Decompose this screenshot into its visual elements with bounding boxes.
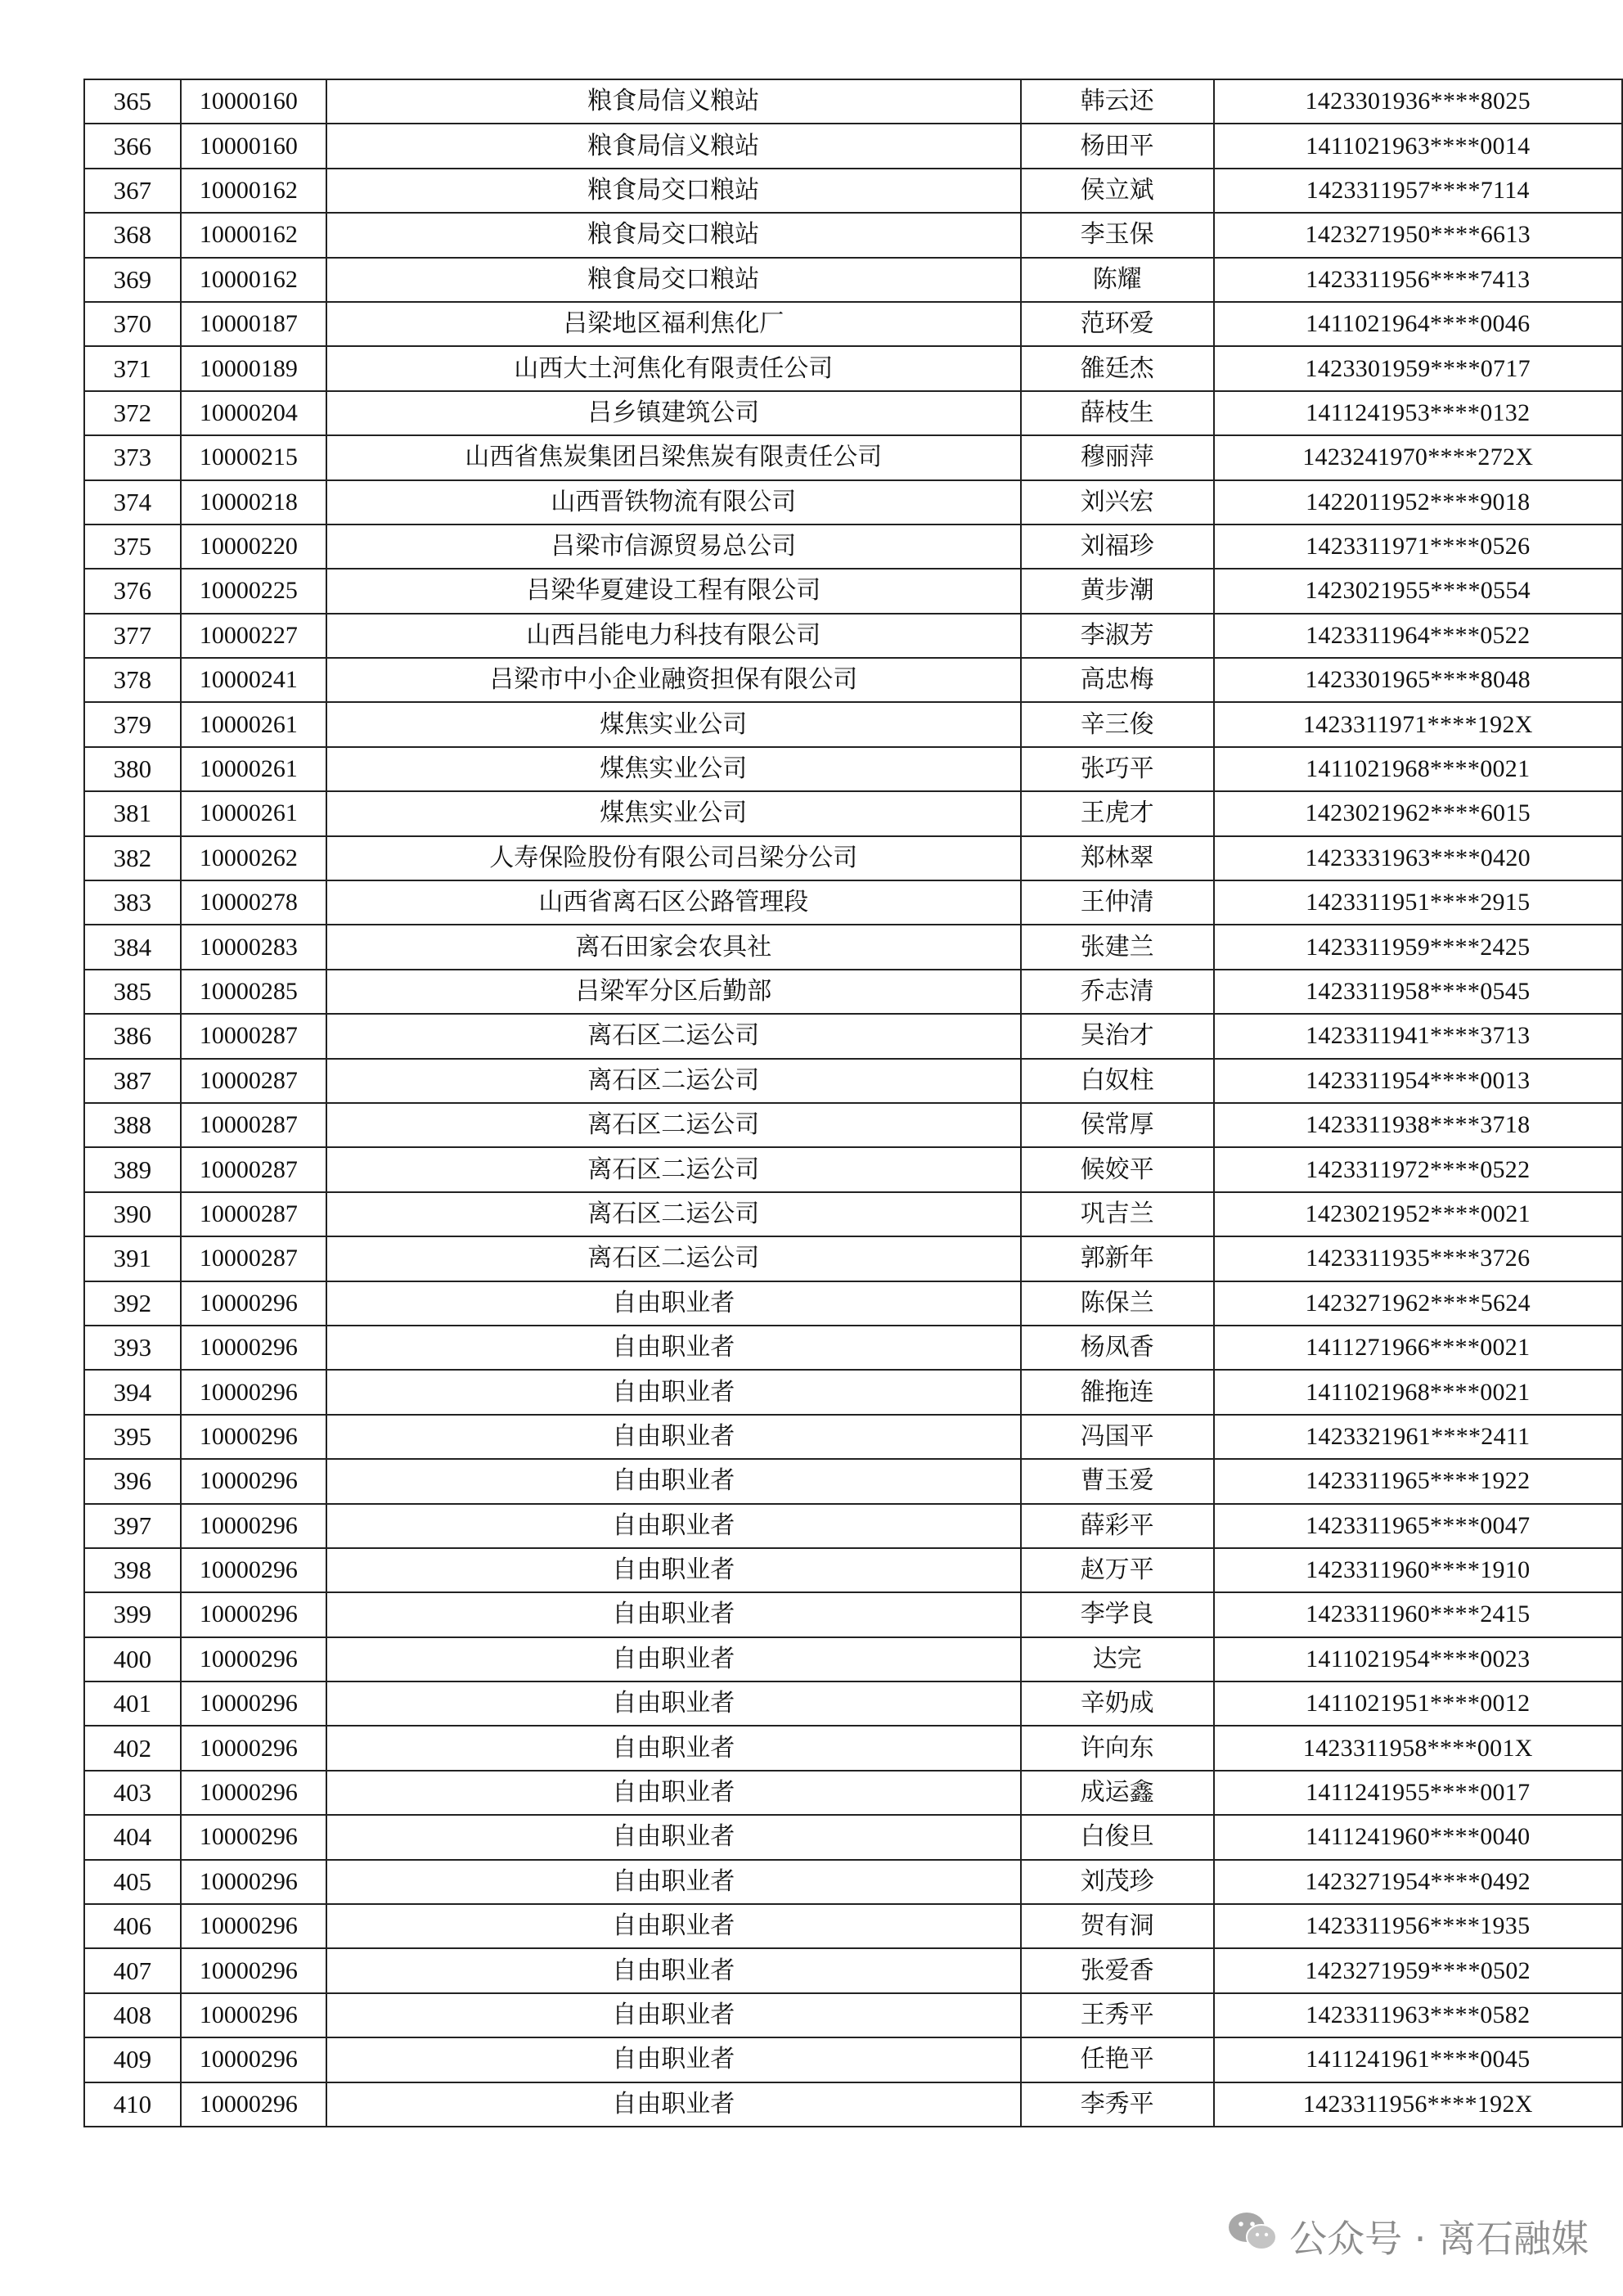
row-number-cell: 401	[84, 1681, 181, 1726]
unit-code-cell: 10000187	[181, 302, 326, 346]
row-number-cell: 400	[84, 1637, 181, 1681]
person-name-cell: 杨田平	[1021, 124, 1214, 168]
id-number-cell: 1423271962****5624	[1214, 1281, 1622, 1326]
unit-name-cell: 山西吕能电力科技有限公司	[326, 614, 1021, 658]
row-number-cell: 410	[84, 2082, 181, 2127]
unit-name-cell: 离石区二运公司	[326, 1147, 1021, 1191]
id-number-cell: 1423311972****0522	[1214, 1147, 1622, 1191]
row-number-cell: 373	[84, 435, 181, 479]
row-number-cell: 406	[84, 1904, 181, 1948]
unit-name-cell: 离石区二运公司	[326, 1059, 1021, 1103]
unit-name-cell: 吕梁地区福利焦化厂	[326, 302, 1021, 346]
row-number-cell: 380	[84, 747, 181, 791]
row-number-cell: 385	[84, 970, 181, 1014]
unit-code-cell: 10000283	[181, 925, 326, 969]
table-row	[84, 1236, 1622, 1281]
person-name-cell: 薛彩平	[1021, 1504, 1214, 1548]
unit-code-cell: 10000296	[181, 1771, 326, 1815]
unit-code-cell: 10000296	[181, 1637, 326, 1681]
unit-name-cell: 吕乡镇建筑公司	[326, 391, 1021, 435]
id-number-cell: 1411021951****0012	[1214, 1681, 1622, 1726]
row-number-cell: 382	[84, 836, 181, 880]
table-row	[84, 1815, 1622, 1859]
person-name-cell: 李淑芳	[1021, 614, 1214, 658]
unit-name-cell: 自由职业者	[326, 1592, 1021, 1636]
table-row	[84, 880, 1622, 925]
unit-name-cell: 自由职业者	[326, 1771, 1021, 1815]
table-row	[84, 1771, 1622, 1815]
table-row	[84, 1281, 1622, 1326]
unit-name-cell: 粮食局信义粮站	[326, 79, 1021, 124]
unit-code-cell: 10000296	[181, 2082, 326, 2127]
unit-name-cell: 离石区二运公司	[326, 1236, 1021, 1281]
unit-code-cell: 10000218	[181, 480, 326, 524]
unit-code-cell: 10000296	[181, 1993, 326, 2037]
person-name-cell: 刘兴宏	[1021, 480, 1214, 524]
id-number-cell: 1423311971****192X	[1214, 702, 1622, 746]
id-number-cell: 1411241961****0045	[1214, 2037, 1622, 2082]
row-number-cell: 403	[84, 1771, 181, 1815]
row-number-cell: 379	[84, 702, 181, 746]
unit-code-cell: 10000296	[181, 1726, 326, 1770]
id-number-cell: 1423311956****192X	[1214, 2082, 1622, 2127]
table-row	[84, 1592, 1622, 1636]
row-number-cell: 384	[84, 925, 181, 969]
unit-code-cell: 10000162	[181, 169, 326, 213]
id-number-cell: 1423311938****3718	[1214, 1103, 1622, 1147]
row-number-cell: 365	[84, 79, 181, 124]
person-name-cell: 巩吉兰	[1021, 1192, 1214, 1236]
unit-name-cell: 自由职业者	[326, 1904, 1021, 1948]
id-number-cell: 1423311965****0047	[1214, 1504, 1622, 1548]
row-number-cell: 392	[84, 1281, 181, 1326]
row-number-cell: 405	[84, 1860, 181, 1904]
id-number-cell: 1411021964****0046	[1214, 302, 1622, 346]
unit-code-cell: 10000160	[181, 79, 326, 124]
row-number-cell: 398	[84, 1548, 181, 1592]
row-number-cell: 393	[84, 1326, 181, 1370]
unit-code-cell: 10000296	[181, 1592, 326, 1636]
table-row	[84, 658, 1622, 702]
unit-code-cell: 10000160	[181, 124, 326, 168]
person-name-cell: 刘茂珍	[1021, 1860, 1214, 1904]
table-row	[84, 791, 1622, 835]
person-name-cell: 辛奶成	[1021, 1681, 1214, 1726]
row-number-cell: 369	[84, 258, 181, 302]
unit-name-cell: 自由职业者	[326, 1415, 1021, 1459]
table-row	[84, 2037, 1622, 2082]
unit-name-cell: 离石区二运公司	[326, 1192, 1021, 1236]
unit-name-cell: 吕梁军分区后勤部	[326, 970, 1021, 1014]
table-row	[84, 302, 1622, 346]
unit-code-cell: 10000296	[181, 1415, 326, 1459]
person-name-cell: 刘福珍	[1021, 524, 1214, 569]
row-number-cell: 399	[84, 1592, 181, 1636]
row-number-cell: 390	[84, 1192, 181, 1236]
watermark-text: 公众号 · 离石融媒	[1289, 2217, 1589, 2261]
table-row	[84, 702, 1622, 746]
unit-name-cell: 粮食局交口粮站	[326, 213, 1021, 257]
row-number-cell: 404	[84, 1815, 181, 1859]
table-row	[84, 1637, 1622, 1681]
unit-code-cell: 10000162	[181, 258, 326, 302]
watermark	[1227, 2208, 1589, 2265]
table-row	[84, 258, 1622, 302]
unit-code-cell: 10000296	[181, 1281, 326, 1326]
id-number-cell: 1423021952****0021	[1214, 1192, 1622, 1236]
unit-name-cell: 自由职业者	[326, 1637, 1021, 1681]
row-number-cell: 371	[84, 346, 181, 390]
table-row	[84, 1192, 1622, 1236]
table-row	[84, 614, 1622, 658]
table-row	[84, 391, 1622, 435]
roster-table	[83, 79, 1623, 2127]
unit-name-cell: 山西晋铁物流有限公司	[326, 480, 1021, 524]
person-name-cell: 王秀平	[1021, 1993, 1214, 2037]
unit-code-cell: 10000296	[181, 1948, 326, 1992]
unit-name-cell: 粮食局信义粮站	[326, 124, 1021, 168]
table-row	[84, 1059, 1622, 1103]
row-number-cell: 394	[84, 1370, 181, 1414]
unit-name-cell: 自由职业者	[326, 1726, 1021, 1770]
id-number-cell: 1423311956****1935	[1214, 1904, 1622, 1948]
unit-name-cell: 自由职业者	[326, 1370, 1021, 1414]
id-number-cell: 1423311954****0013	[1214, 1059, 1622, 1103]
row-number-cell: 408	[84, 1993, 181, 2037]
unit-name-cell: 自由职业者	[326, 1948, 1021, 1992]
row-number-cell: 367	[84, 169, 181, 213]
table-row	[84, 79, 1622, 124]
id-number-cell: 1411241953****0132	[1214, 391, 1622, 435]
person-name-cell: 白俊旦	[1021, 1815, 1214, 1859]
unit-name-cell: 离石田家会农具社	[326, 925, 1021, 969]
id-number-cell: 1423311958****0545	[1214, 970, 1622, 1014]
unit-name-cell: 离石区二运公司	[326, 1014, 1021, 1058]
unit-name-cell: 人寿保险股份有限公司吕梁分公司	[326, 836, 1021, 880]
person-name-cell: 许向东	[1021, 1726, 1214, 1770]
id-number-cell: 1423311971****0526	[1214, 524, 1622, 569]
person-name-cell: 吴治才	[1021, 1014, 1214, 1058]
person-name-cell: 杨凤香	[1021, 1326, 1214, 1370]
table-row	[84, 836, 1622, 880]
table-row	[84, 569, 1622, 613]
id-number-cell: 1423271954****0492	[1214, 1860, 1622, 1904]
person-name-cell: 雒廷杰	[1021, 346, 1214, 390]
person-name-cell: 王虎才	[1021, 791, 1214, 835]
unit-code-cell: 10000296	[181, 1548, 326, 1592]
unit-name-cell: 自由职业者	[326, 1815, 1021, 1859]
id-number-cell: 1423311965****1922	[1214, 1459, 1622, 1503]
unit-name-cell: 离石区二运公司	[326, 1103, 1021, 1147]
unit-name-cell: 自由职业者	[326, 1993, 1021, 2037]
row-number-cell: 407	[84, 1948, 181, 1992]
person-name-cell: 高忠梅	[1021, 658, 1214, 702]
unit-code-cell: 10000220	[181, 524, 326, 569]
person-name-cell: 李学良	[1021, 1592, 1214, 1636]
unit-code-cell: 10000225	[181, 569, 326, 613]
table-row	[84, 1326, 1622, 1370]
id-number-cell: 1411021968****0021	[1214, 1370, 1622, 1414]
person-name-cell: 韩云还	[1021, 79, 1214, 124]
row-number-cell: 391	[84, 1236, 181, 1281]
unit-code-cell: 10000215	[181, 435, 326, 479]
table-row	[84, 1681, 1622, 1726]
unit-name-cell: 山西省离石区公路管理段	[326, 880, 1021, 925]
table-row	[84, 1504, 1622, 1548]
person-name-cell: 陈保兰	[1021, 1281, 1214, 1326]
unit-code-cell: 10000162	[181, 213, 326, 257]
id-number-cell: 1423301959****0717	[1214, 346, 1622, 390]
id-number-cell: 1423021955****0554	[1214, 569, 1622, 613]
table-row	[84, 124, 1622, 168]
unit-name-cell: 自由职业者	[326, 1548, 1021, 1592]
row-number-cell: 402	[84, 1726, 181, 1770]
person-name-cell: 王仲清	[1021, 880, 1214, 925]
table-row	[84, 213, 1622, 257]
table-row	[84, 435, 1622, 479]
id-number-cell: 1423311964****0522	[1214, 614, 1622, 658]
person-name-cell: 白奴柱	[1021, 1059, 1214, 1103]
unit-name-cell: 吕梁市信源贸易总公司	[326, 524, 1021, 569]
row-number-cell: 374	[84, 480, 181, 524]
id-number-cell: 1423301965****8048	[1214, 658, 1622, 702]
id-number-cell: 1423271950****6613	[1214, 213, 1622, 257]
table-row	[84, 1370, 1622, 1414]
id-number-cell: 1411271966****0021	[1214, 1326, 1622, 1370]
row-number-cell: 387	[84, 1059, 181, 1103]
person-name-cell: 成运鑫	[1021, 1771, 1214, 1815]
table-row	[84, 970, 1622, 1014]
table-row	[84, 346, 1622, 390]
id-number-cell: 1423321961****2411	[1214, 1415, 1622, 1459]
unit-name-cell: 吕梁华夏建设工程有限公司	[326, 569, 1021, 613]
unit-name-cell: 吕梁市中小企业融资担保有限公司	[326, 658, 1021, 702]
table-row	[84, 1415, 1622, 1459]
row-number-cell: 383	[84, 880, 181, 925]
unit-name-cell: 自由职业者	[326, 1326, 1021, 1370]
unit-code-cell: 10000278	[181, 880, 326, 925]
unit-code-cell: 10000287	[181, 1147, 326, 1191]
wechat-icon	[1227, 2209, 1279, 2264]
unit-name-cell: 自由职业者	[326, 2037, 1021, 2082]
person-name-cell: 贺有洞	[1021, 1904, 1214, 1948]
table-row	[84, 1103, 1622, 1147]
unit-code-cell: 10000296	[181, 1504, 326, 1548]
id-number-cell: 1423311959****2425	[1214, 925, 1622, 969]
id-number-cell: 1423331963****0420	[1214, 836, 1622, 880]
person-name-cell: 任艳平	[1021, 2037, 1214, 2082]
person-name-cell: 范环爱	[1021, 302, 1214, 346]
unit-code-cell: 10000296	[181, 2037, 326, 2082]
unit-code-cell: 10000296	[181, 1370, 326, 1414]
row-number-cell: 378	[84, 658, 181, 702]
unit-name-cell: 粮食局交口粮站	[326, 169, 1021, 213]
unit-code-cell: 10000204	[181, 391, 326, 435]
person-name-cell: 侯常厚	[1021, 1103, 1214, 1147]
person-name-cell: 曹玉爱	[1021, 1459, 1214, 1503]
id-number-cell: 1423311958****001X	[1214, 1726, 1622, 1770]
unit-code-cell: 10000261	[181, 702, 326, 746]
unit-name-cell: 自由职业者	[326, 1459, 1021, 1503]
id-number-cell: 1423311941****3713	[1214, 1014, 1622, 1058]
person-name-cell: 李玉保	[1021, 213, 1214, 257]
person-name-cell: 乔志清	[1021, 970, 1214, 1014]
person-name-cell: 张建兰	[1021, 925, 1214, 969]
id-number-cell: 1423311957****7114	[1214, 169, 1622, 213]
id-number-cell: 1423301936****8025	[1214, 79, 1622, 124]
id-number-cell: 1423241970****272X	[1214, 435, 1622, 479]
table-row	[84, 1726, 1622, 1770]
table-row	[84, 1459, 1622, 1503]
id-number-cell: 1423311960****1910	[1214, 1548, 1622, 1592]
unit-name-cell: 自由职业者	[326, 2082, 1021, 2127]
person-name-cell: 达完	[1021, 1637, 1214, 1681]
table-row	[84, 480, 1622, 524]
unit-code-cell: 10000296	[181, 1459, 326, 1503]
unit-code-cell: 10000262	[181, 836, 326, 880]
id-number-cell: 1411241955****0017	[1214, 1771, 1622, 1815]
unit-name-cell: 粮食局交口粮站	[326, 258, 1021, 302]
row-number-cell: 397	[84, 1504, 181, 1548]
table-row	[84, 1014, 1622, 1058]
unit-code-cell: 10000287	[181, 1192, 326, 1236]
person-name-cell: 赵万平	[1021, 1548, 1214, 1592]
row-number-cell: 366	[84, 124, 181, 168]
unit-name-cell: 山西大土河焦化有限责任公司	[326, 346, 1021, 390]
row-number-cell: 409	[84, 2037, 181, 2082]
id-number-cell: 1423311951****2915	[1214, 880, 1622, 925]
unit-code-cell: 10000261	[181, 747, 326, 791]
id-number-cell: 1411021954****0023	[1214, 1637, 1622, 1681]
row-number-cell: 376	[84, 569, 181, 613]
table-row	[84, 1147, 1622, 1191]
table-row	[84, 1948, 1622, 1992]
table-row	[84, 747, 1622, 791]
unit-code-cell: 10000287	[181, 1103, 326, 1147]
row-number-cell: 381	[84, 791, 181, 835]
person-name-cell: 黄步潮	[1021, 569, 1214, 613]
person-name-cell: 张爱香	[1021, 1948, 1214, 1992]
person-name-cell: 侯立斌	[1021, 169, 1214, 213]
id-number-cell: 1411021963****0014	[1214, 124, 1622, 168]
row-number-cell: 396	[84, 1459, 181, 1503]
unit-code-cell: 10000189	[181, 346, 326, 390]
table-row	[84, 1904, 1622, 1948]
id-number-cell: 1423311963****0582	[1214, 1993, 1622, 2037]
unit-name-cell: 煤焦实业公司	[326, 791, 1021, 835]
table-row	[84, 925, 1622, 969]
person-name-cell: 郭新年	[1021, 1236, 1214, 1281]
unit-code-cell: 10000296	[181, 1326, 326, 1370]
unit-code-cell: 10000287	[181, 1014, 326, 1058]
row-number-cell: 368	[84, 213, 181, 257]
unit-code-cell: 10000241	[181, 658, 326, 702]
unit-name-cell: 自由职业者	[326, 1504, 1021, 1548]
roster-table-body	[84, 79, 1622, 2127]
person-name-cell: 候姣平	[1021, 1147, 1214, 1191]
row-number-cell: 377	[84, 614, 181, 658]
person-name-cell: 雒拖连	[1021, 1370, 1214, 1414]
unit-name-cell: 自由职业者	[326, 1681, 1021, 1726]
row-number-cell: 386	[84, 1014, 181, 1058]
unit-name-cell: 山西省焦炭集团吕梁焦炭有限责任公司	[326, 435, 1021, 479]
person-name-cell: 冯国平	[1021, 1415, 1214, 1459]
table-row	[84, 2082, 1622, 2127]
id-number-cell: 1423021962****6015	[1214, 791, 1622, 835]
table-row	[84, 1993, 1622, 2037]
unit-code-cell: 10000285	[181, 970, 326, 1014]
id-number-cell: 1423311960****2415	[1214, 1592, 1622, 1636]
row-number-cell: 395	[84, 1415, 181, 1459]
person-name-cell: 陈耀	[1021, 258, 1214, 302]
table-row	[84, 524, 1622, 569]
id-number-cell: 1411241960****0040	[1214, 1815, 1622, 1859]
person-name-cell: 郑林翠	[1021, 836, 1214, 880]
person-name-cell: 薛枝生	[1021, 391, 1214, 435]
unit-code-cell: 10000287	[181, 1236, 326, 1281]
id-number-cell: 1411021968****0021	[1214, 747, 1622, 791]
id-number-cell: 1422011952****9018	[1214, 480, 1622, 524]
unit-code-cell: 10000296	[181, 1681, 326, 1726]
unit-code-cell: 10000296	[181, 1860, 326, 1904]
unit-code-cell: 10000287	[181, 1059, 326, 1103]
row-number-cell: 388	[84, 1103, 181, 1147]
unit-code-cell: 10000296	[181, 1815, 326, 1859]
person-name-cell: 辛三俊	[1021, 702, 1214, 746]
id-number-cell: 1423311956****7413	[1214, 258, 1622, 302]
person-name-cell: 穆丽萍	[1021, 435, 1214, 479]
id-number-cell: 1423271959****0502	[1214, 1948, 1622, 1992]
table-row	[84, 169, 1622, 213]
person-name-cell: 张巧平	[1021, 747, 1214, 791]
unit-name-cell: 煤焦实业公司	[326, 747, 1021, 791]
table-row	[84, 1860, 1622, 1904]
table-row	[84, 1548, 1622, 1592]
unit-code-cell: 10000296	[181, 1904, 326, 1948]
row-number-cell: 389	[84, 1147, 181, 1191]
unit-name-cell: 煤焦实业公司	[326, 702, 1021, 746]
id-number-cell: 1423311935****3726	[1214, 1236, 1622, 1281]
row-number-cell: 375	[84, 524, 181, 569]
person-name-cell: 李秀平	[1021, 2082, 1214, 2127]
unit-name-cell: 自由职业者	[326, 1281, 1021, 1326]
row-number-cell: 370	[84, 302, 181, 346]
row-number-cell: 372	[84, 391, 181, 435]
unit-code-cell: 10000227	[181, 614, 326, 658]
unit-code-cell: 10000261	[181, 791, 326, 835]
unit-name-cell: 自由职业者	[326, 1860, 1021, 1904]
